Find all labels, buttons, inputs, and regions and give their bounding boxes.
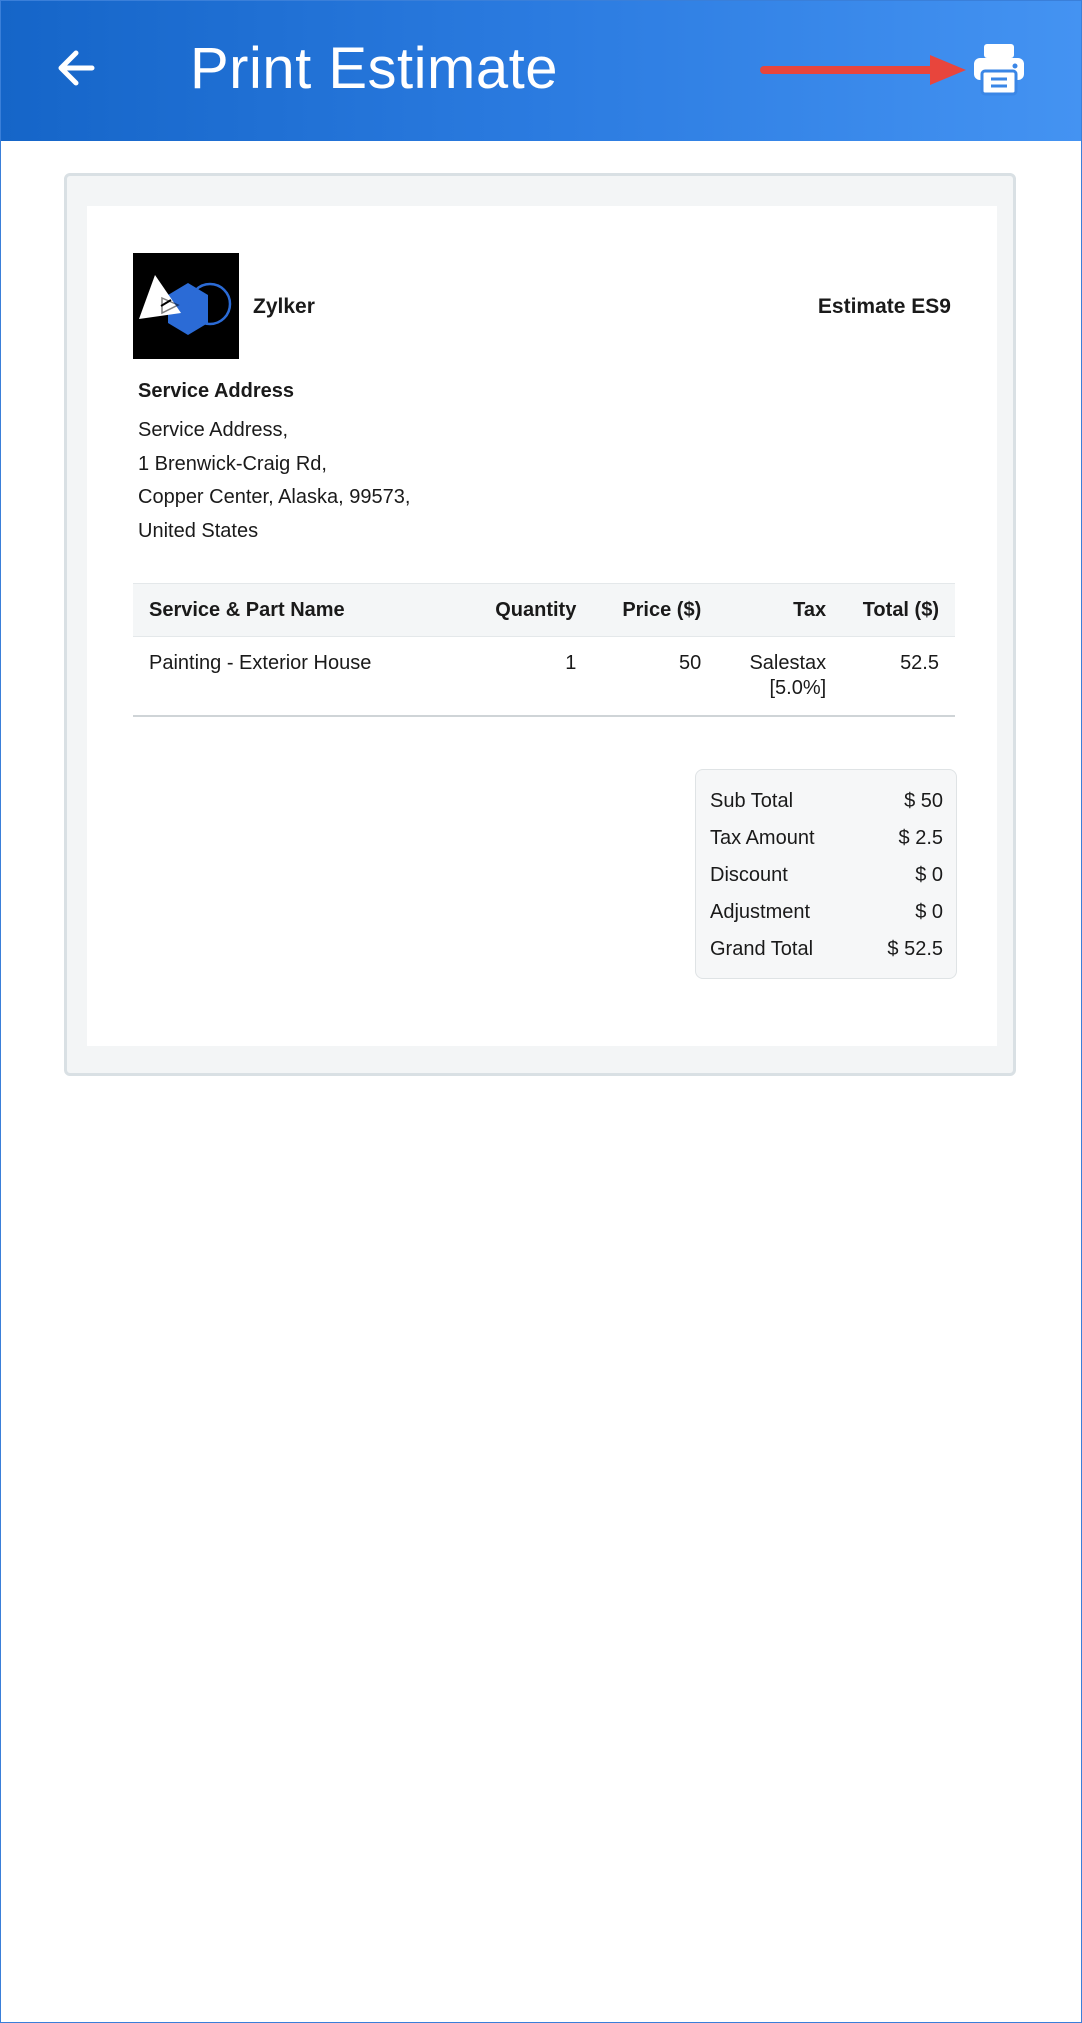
table-row xyxy=(133,637,955,717)
discount-row xyxy=(710,857,943,894)
back-button[interactable] xyxy=(44,36,108,100)
company-name: Zylker xyxy=(253,295,315,318)
printer-icon xyxy=(971,41,1027,97)
table-header-row xyxy=(133,584,955,637)
cell-tax xyxy=(717,637,842,717)
estimate-preview-card xyxy=(64,173,1016,1076)
annotation-arrow-icon xyxy=(760,52,970,88)
cell-price: 50 xyxy=(592,637,717,717)
totals-value: $ 0 xyxy=(915,864,943,886)
address-line: Copper Center, Alaska, 99573, xyxy=(138,486,411,508)
totals-value: $ 50 xyxy=(904,790,943,812)
column-header-tax: Tax xyxy=(717,584,842,637)
column-header-quantity: Quantity xyxy=(467,584,592,637)
tax-rate: [5.0%] xyxy=(769,677,827,699)
subtotal-row xyxy=(710,783,943,820)
totals-value: $ 2.5 xyxy=(898,827,943,849)
tax-amount-row xyxy=(710,820,943,857)
app-bar xyxy=(0,0,1082,141)
cell-service-name: Painting - Exterior House xyxy=(133,637,467,717)
tax-name: Salestax xyxy=(749,652,827,674)
estimate-number: Estimate ES9 xyxy=(817,295,951,318)
cell-quantity: 1 xyxy=(467,637,592,717)
address-line: Service Address, xyxy=(138,419,289,441)
column-header-name: Service & Part Name xyxy=(133,584,467,637)
address-line: 1 Brenwick-Craig Rd, xyxy=(138,452,327,475)
page-title: Print Estimate xyxy=(190,36,558,101)
column-header-total: Total ($) xyxy=(842,584,955,637)
line-items-table xyxy=(133,583,955,717)
totals-label: Adjustment xyxy=(710,901,811,923)
column-header-price: Price ($) xyxy=(592,584,717,637)
totals-label: Tax Amount xyxy=(710,827,815,849)
adjustment-row xyxy=(710,894,943,931)
totals-label: Discount xyxy=(710,864,788,886)
service-address-heading: Service Address xyxy=(138,380,295,402)
address-line: United States xyxy=(138,519,259,542)
company-logo xyxy=(133,253,239,359)
service-address xyxy=(138,414,410,548)
totals-label: Grand Total xyxy=(710,938,814,960)
print-button[interactable] xyxy=(968,38,1030,100)
grand-total-row xyxy=(710,931,943,968)
estimate-document xyxy=(87,206,997,1046)
cell-total: 52.5 xyxy=(842,637,955,717)
totals-value: $ 52.5 xyxy=(887,938,943,960)
totals-label: Sub Total xyxy=(710,790,794,812)
totals-value: $ 0 xyxy=(915,901,943,923)
totals-summary xyxy=(695,769,957,979)
arrow-left-icon xyxy=(52,44,100,92)
